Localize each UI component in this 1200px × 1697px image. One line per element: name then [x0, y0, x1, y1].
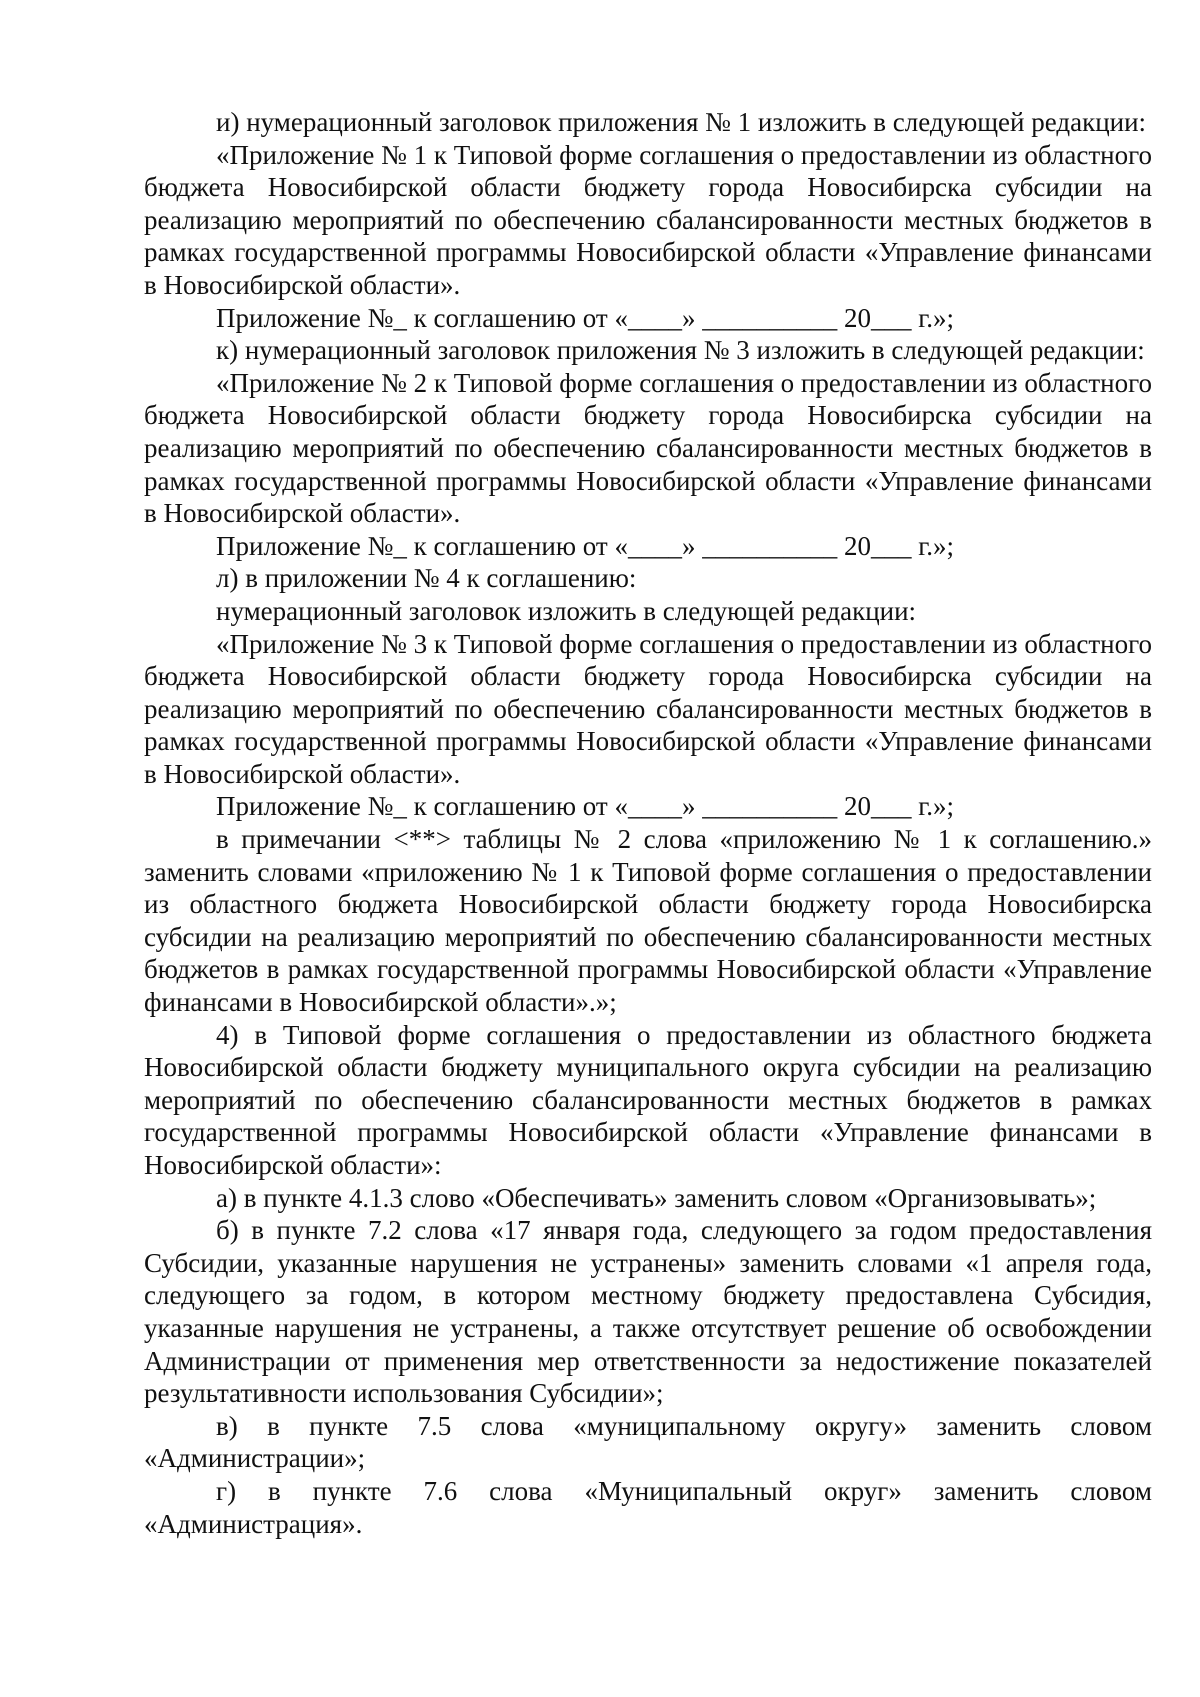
document-page: [144, 106, 1152, 1540]
paragraph-appendix-3-agreement: Приложение №_ к соглашению от «____» __________ 20___ г.»;: [216, 791, 955, 822]
paragraph-appendix-1-agreement: Приложение №_ к соглашению от «____» __________ 20___ г.»;: [216, 302, 955, 333]
paragraph-appendix-2-agreement: Приложение №_ к соглашению от «____» __________ 20___ г.»;: [216, 530, 955, 561]
paragraph-item-i: и) нумерационный заголовок приложения № 1 изложить в следующей редакции:: [216, 107, 1147, 137]
paragraph-item-l: л) в приложении № 4 к соглашению:: [216, 563, 637, 594]
paragraph-heading-edit: нумерационный заголовок изложить в следующей редакции:: [216, 595, 917, 626]
paragraph-item-v: в) в пункте 7.5 слова «муниципальному округу» заменить словом «Администрации»;: [144, 1410, 1152, 1474]
paragraph-appendix-1-title: «Приложение № 1 к Типовой форме соглашения о предоставлении из областного бюджета Новосибирской области бюджету города Новосибирска субсидии на реализацию мероприятий по обеспечению сбалансированности местных бюджетов в рамках государственной программы Новосибирской области «Управление финансами в Новосибирской области».: [144, 139, 1152, 300]
paragraph-appendix-2-title: «Приложение № 2 к Типовой форме соглашения о предоставлении из областного бюджета Новосибирской области бюджету города Новосибирска субсидии на реализацию мероприятий по обеспечению сбалансированности местных бюджетов в рамках государственной программы Новосибирской области «Управление финансами в Новосибирской области».: [144, 367, 1152, 529]
paragraph-item-b: б) в пункте 7.2 слова «17 января года, следующего за годом предоставления Субсидии, указанные нарушения не устранены» заменить словами «1 апреля года, следующего за годом, в котором местному бюджету предоставлена Субсидия, указанные нарушения не устранены, а также отсутствует решение об освобождении Администрации от применения мер ответственности за недостижение показателей результативности использования Субсидии»;: [144, 1215, 1152, 1409]
paragraph-item-k: к) нумерационный заголовок приложения № 3 изложить в следующей редакции:: [216, 335, 1145, 366]
paragraph-item-g: г) в пункте 7.6 слова «Муниципальный округ» заменить словом «Администрация».: [144, 1475, 1152, 1539]
paragraph-note-table-2: в примечании <**> таблицы № 2 слова «приложению № 1 к соглашению.» заменить словами «приложению № 1 к Типовой форме соглашения о предоставлении из областного бюджета Новосибирской области бюджету города Новосибирска субсидии на реализацию мероприятий по обеспечению сбалансированности местных бюджетов в рамках государственной программы Новосибирской области «Управление финансами в Новосибирской области».»;: [144, 824, 1152, 1018]
paragraph-item-a: а) в пункте 4.1.3 слово «Обеспечивать» заменить словом «Организовывать»;: [216, 1182, 1097, 1213]
paragraph-appendix-3-title: «Приложение № 3 к Типовой форме соглашения о предоставлении из областного бюджета Новосибирской области бюджету города Новосибирска субсидии на реализацию мероприятий по обеспечению сбалансированности местных бюджетов в рамках государственной программы Новосибирской области «Управление финансами в Новосибирской области».: [144, 628, 1152, 789]
paragraph-item-4: 4) в Типовой форме соглашения о предоставлении из областного бюджета Новосибирской области бюджету муниципального округа субсидии на реализацию мероприятий по обеспечению сбалансированности местных бюджетов в рамках государственной программы Новосибирской области «Управление финансами в Новосибирской области»:: [144, 1019, 1152, 1180]
